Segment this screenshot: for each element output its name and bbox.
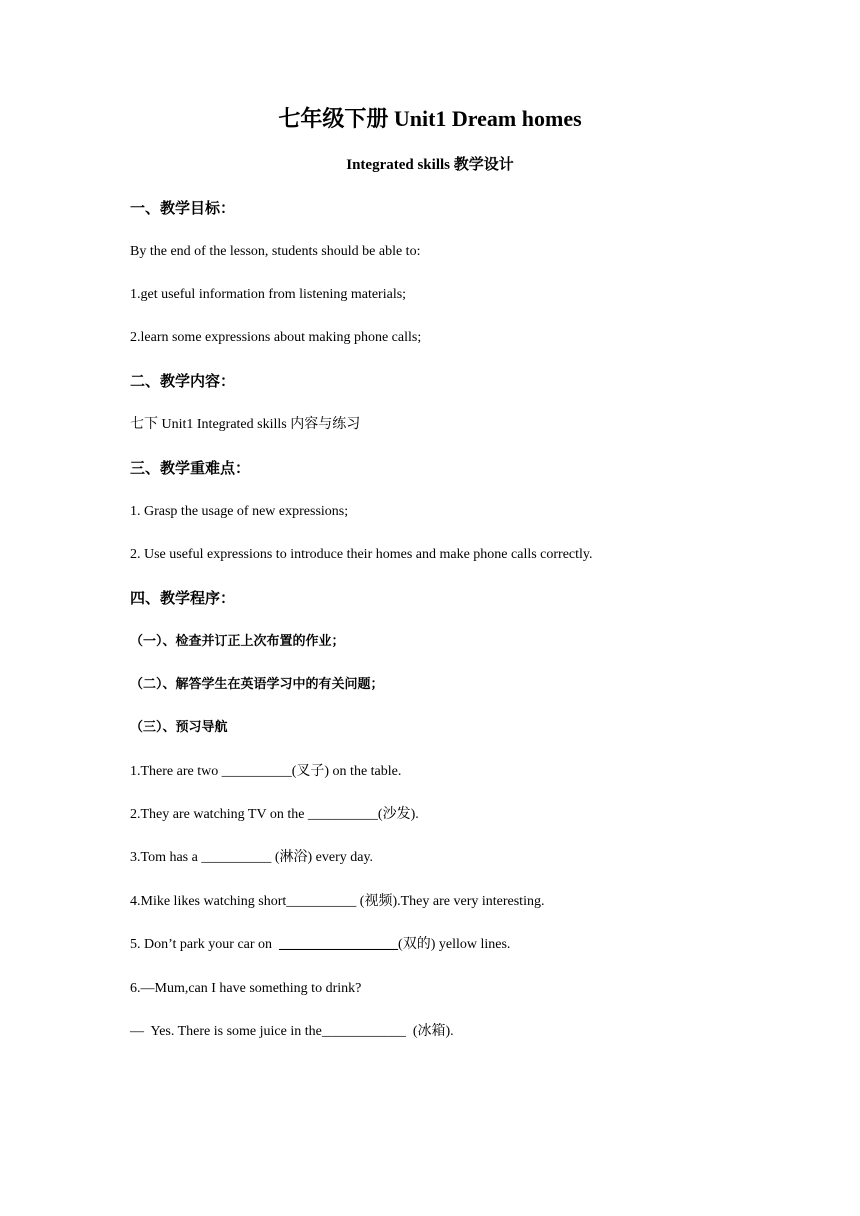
content-text: 七下 Unit1 Integrated skills 内容与练习 [130, 417, 361, 432]
exercise-item-5 [130, 934, 510, 956]
objective-item: 1.get useful information from listening materials; [130, 287, 407, 302]
section-heading-content: 二、教学内容： [130, 372, 236, 390]
section-heading-procedure: 四、教学程序： [130, 589, 236, 607]
exercise-item: 2.They are watching TV on the __________(沙发). [130, 807, 419, 822]
exercise-5-blank: _________________ [279, 937, 399, 952]
exercise-5-before: 5. Don’t park your car on [130, 937, 280, 952]
key-point-item: 1. Grasp the usage of new expressions; [130, 504, 349, 519]
procedure-step: （三）、预习导航 [130, 720, 228, 735]
objectives-intro: By the end of the lesson, students should be able to: [130, 244, 421, 259]
page-title: 七年级下册 Unit1 Dream homes [278, 106, 582, 131]
page-subtitle: Integrated skills 教学设计 [346, 157, 514, 173]
exercise-5-after: (双的) yellow lines. [398, 937, 511, 952]
section-heading-objectives: 一、教学目标： [130, 199, 236, 217]
exercise-item: 3.Tom has a __________ (淋浴) every day. [130, 850, 374, 865]
procedure-step: （二）、解答学生在英语学习中的有关问题； [130, 677, 384, 692]
exercise-item: 1.There are two __________(叉子) on the table. [130, 764, 402, 779]
exercise-item: 4.Mike likes watching short__________ (视频).They are very interesting. [130, 894, 545, 909]
exercise-6-answer: — Yes. There is some juice in the____________ (冰箱). [130, 1024, 454, 1039]
objective-item: 2.learn some expressions about making phone calls; [130, 330, 422, 345]
key-point-item: 2. Use useful expressions to introduce their homes and make phone calls correctly. [130, 547, 593, 562]
section-heading-key-points: 三、教学重难点： [130, 459, 251, 477]
exercise-6-question: 6.—Mum,can I have something to drink? [130, 981, 362, 996]
procedure-step: （一）、检查并订正上次布置的作业； [130, 634, 345, 649]
